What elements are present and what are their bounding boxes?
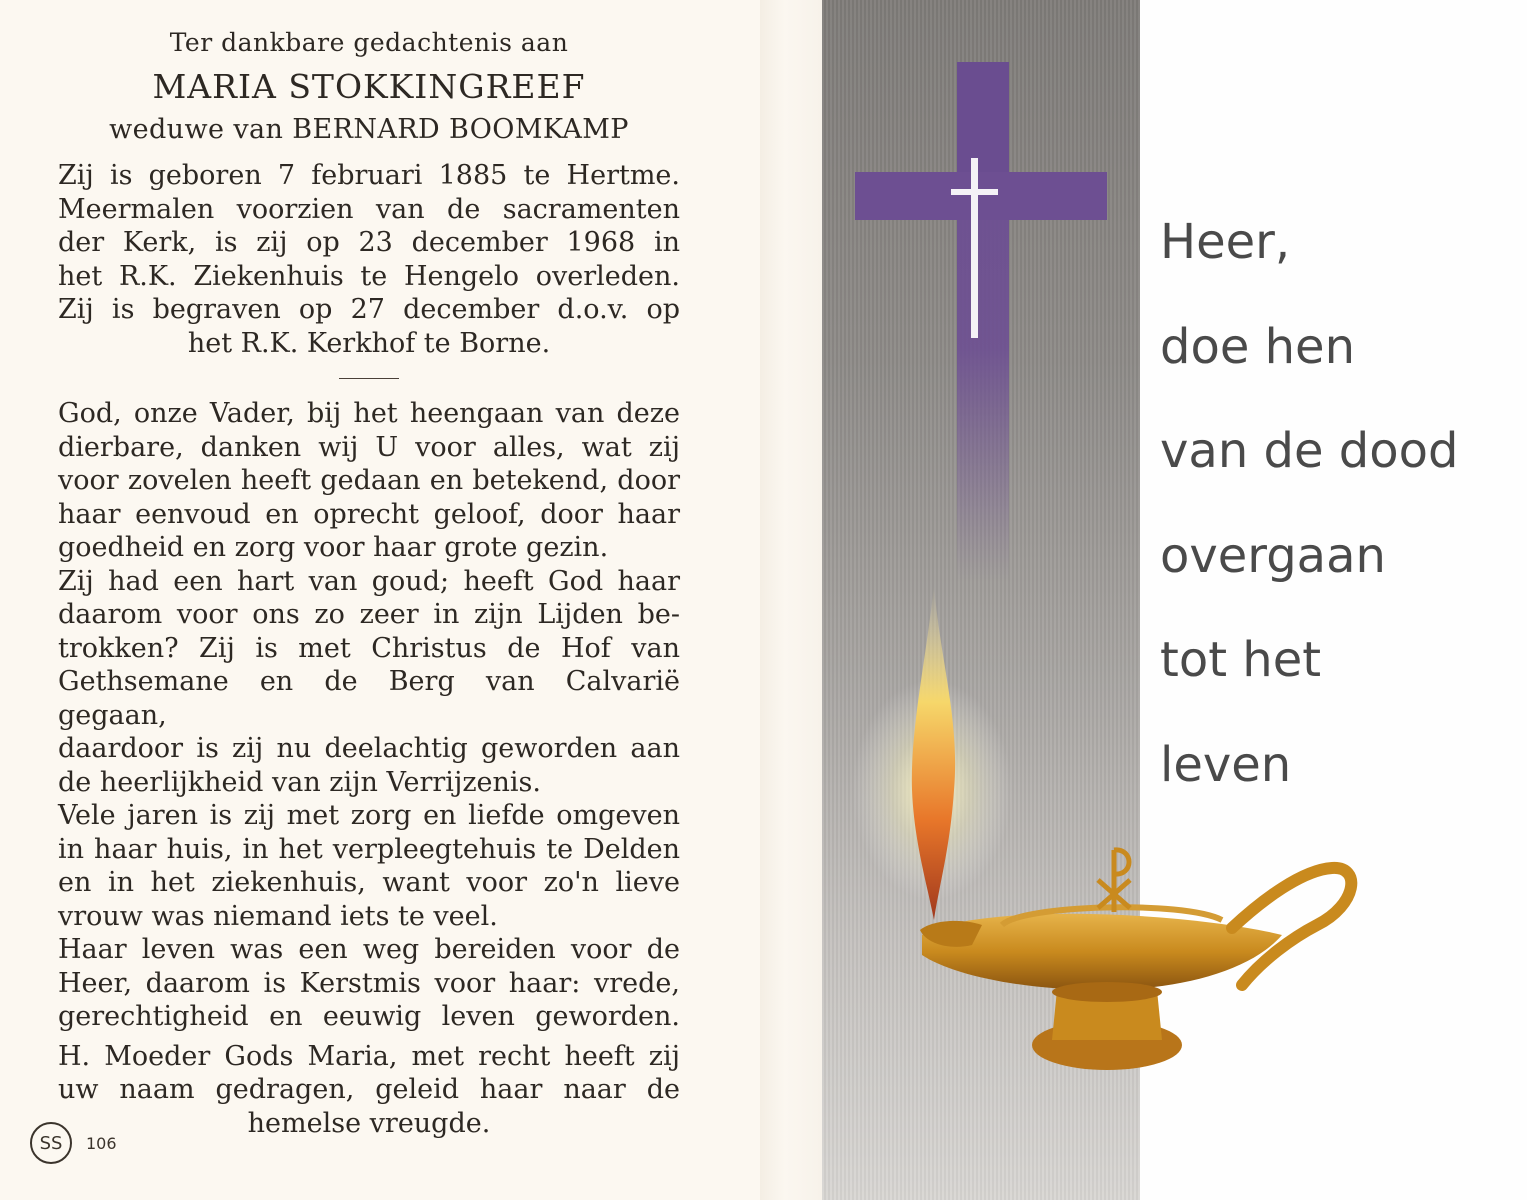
- dedication-line: Ter dankbare gedachtenis aan: [169, 28, 569, 57]
- prayer-line: trokken? Zij is met Christus de Hof van: [58, 632, 680, 664]
- verse-line: leven: [1160, 736, 1292, 793]
- prayer-line: uw naam gedragen, geleid haar naar de: [58, 1074, 680, 1105]
- biography: [58, 159, 680, 360]
- prayer-line: goedheid en zorg voor haar grote gezin.: [58, 532, 609, 563]
- prayer-line: vrouw was niemand iets te veel.: [58, 900, 498, 932]
- prayer-line: Zij had een hart van goud; heeft God haar: [58, 565, 680, 597]
- widow-line: weduwe van BERNARD BOOMKAMP: [109, 114, 629, 145]
- prayer-line: God, onze Vader, bij het heengaan van deze: [58, 398, 680, 429]
- prayer-line: de heerlijkheid van zijn Verrijzenis.: [58, 766, 541, 798]
- prayer: [58, 397, 680, 1140]
- prayer-line: dierbare, danken wij U voor alles, wat zij: [58, 431, 680, 463]
- verse-line: Heer,: [1160, 214, 1291, 270]
- publisher-logo: SS: [30, 1122, 72, 1164]
- card-fold: [760, 0, 822, 1200]
- prayer-line: Heer, daarom is Kerstmis voor haar: vrede,: [58, 967, 680, 999]
- prayer-line: en in het ziekenhuis, want voor zo'n lieve: [58, 867, 680, 898]
- bio-line: Zij is begraven op 27 december d.o.v. op: [58, 294, 680, 325]
- prayer-line: in haar huis, in het verpleegtehuis te Delden: [58, 833, 680, 865]
- oil-lamp-icon: [920, 868, 1351, 1070]
- prayer-line: voor zovelen heeft gedaan en betekend, door: [58, 465, 680, 496]
- bio-line: het R.K. Ziekenhuis te Hengelo overleden.: [58, 260, 680, 292]
- print-code: 106: [86, 1133, 117, 1153]
- verse-line: tot het: [1160, 632, 1322, 688]
- prayer-line: haar eenvoud en oprecht geloof, door haar: [58, 498, 680, 530]
- bio-line: Meermalen voorzien van de sacramenten: [58, 193, 680, 225]
- chi-rho-icon: [1098, 850, 1130, 912]
- card-footer: [30, 1122, 117, 1164]
- verse-line: van de dood: [1160, 423, 1459, 479]
- verse: [1160, 190, 1458, 817]
- bio-line: Zij is geboren 7 februari 1885 te Hertme.: [58, 160, 680, 191]
- prayer-line: gerechtigheid en eeuwig leven geworden.: [58, 1001, 680, 1032]
- prayer-line: Gethsemane en de Berg van Calvarië gegaan,: [58, 666, 680, 731]
- verse-line: doe hen: [1160, 318, 1355, 375]
- bio-line: het R.K. Kerkhof te Borne.: [187, 327, 551, 359]
- prayer-line: Haar leven was een weg bereiden voor de: [58, 934, 680, 965]
- prayer-line: daarom voor ons zo zeer in zijn Lijden be-: [58, 599, 680, 630]
- prayer-line: Vele jaren is zij met zorg en liefde omgeven: [58, 800, 680, 831]
- divider: [339, 378, 399, 379]
- prayer-line: H. Moeder Gods Maria, met recht heeft zij: [58, 1040, 680, 1072]
- bio-line: der Kerk, is zij op 23 december 1968 in: [58, 227, 680, 258]
- verse-line: overgaan: [1160, 527, 1386, 584]
- cross-icon: [855, 62, 1107, 582]
- prayer-line: daardoor is zij nu deelachtig geworden aan: [58, 733, 680, 764]
- prayer-line: hemelse vreugde.: [247, 1107, 491, 1139]
- memorial-text: [58, 22, 680, 1140]
- deceased-name: MARIA STOKKINGREEF: [152, 67, 586, 106]
